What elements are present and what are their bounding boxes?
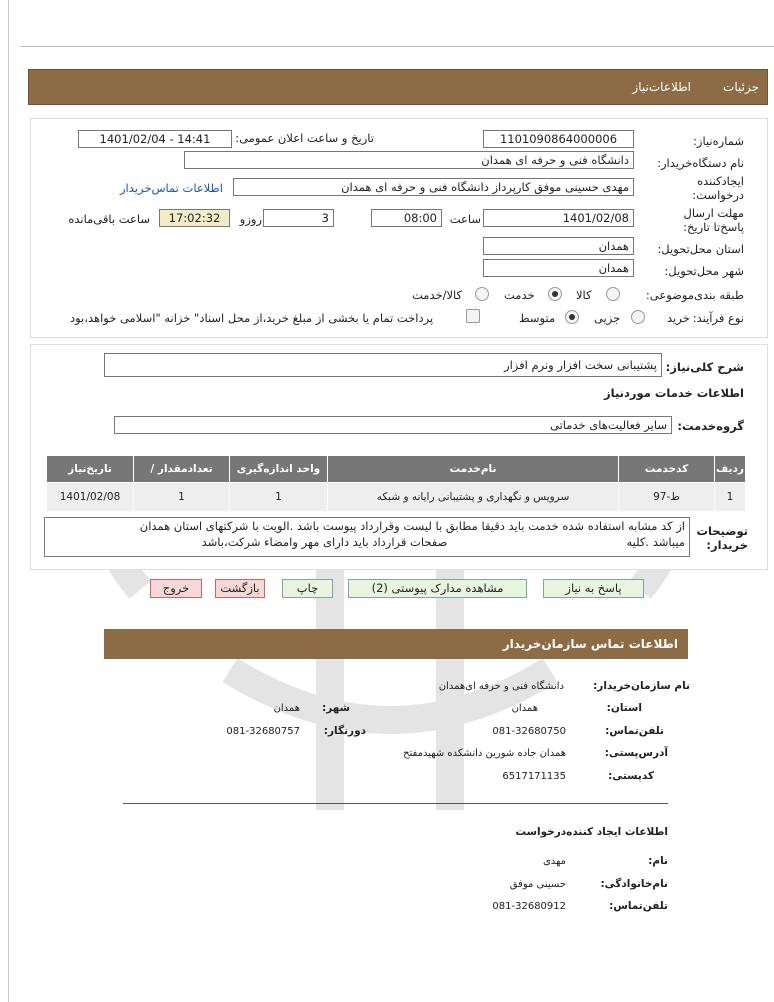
table-header: واحد اندازه‌گیری bbox=[230, 456, 328, 483]
category-option-service: خدمت bbox=[504, 288, 535, 302]
creator-name-label: نام: bbox=[648, 855, 668, 867]
contact-postal-value: 6517171135 bbox=[502, 771, 566, 782]
buyer-label: نام دستگاه‌خریدار: bbox=[657, 156, 744, 170]
tab-details[interactable]: جزئیات bbox=[723, 80, 759, 94]
process-buy-label: خرید bbox=[667, 311, 690, 325]
table-cell: سرویس و نگهداری و پشتیبانی رایانه و شبکه bbox=[328, 483, 619, 512]
back-button[interactable]: بازگشت bbox=[215, 579, 265, 598]
province-label: استان محل‌تحویل: bbox=[657, 242, 744, 256]
creator-family-value: حسینی موفق bbox=[509, 879, 566, 890]
table-cell: 1 bbox=[134, 483, 230, 512]
category-label: طبقه بندی‌موضوعی: bbox=[645, 288, 744, 302]
category-radio-service[interactable] bbox=[548, 287, 562, 301]
contact-org-label: نام سازمان‌خریدار: bbox=[593, 680, 690, 692]
creator-field: مهدی حسینی موفق کارپرداز دانشگاه فنی و حرفه ای همدان bbox=[233, 178, 634, 196]
notes-line-2: میباشد .کلیه صفحات قرارداد باید دارای مهر وامضاء شرکت،باشد bbox=[201, 535, 685, 549]
remaining-label: ساعت باقی‌مانده bbox=[68, 212, 150, 226]
process-option-medium: متوسط bbox=[519, 311, 556, 325]
category-radio-goods-service[interactable] bbox=[475, 287, 489, 301]
notes-label: توضیحات خریدار: bbox=[696, 524, 748, 552]
deadline-label: مهلت ارسال پاسخ‌تا تاریخ: bbox=[683, 206, 744, 234]
group-label: گروه‌خدمت: bbox=[677, 419, 744, 433]
contact-address-value: همدان جاده شورین دانشکده شهیدمفتح bbox=[403, 748, 566, 759]
services-table bbox=[46, 455, 746, 512]
services-heading: اطلاعات خدمات موردنیاز bbox=[604, 386, 744, 400]
creator-name-value: مهدی bbox=[542, 856, 566, 867]
creator-family-label: نام‌خانوادگی: bbox=[600, 878, 668, 890]
category-option-goods: کالا bbox=[576, 288, 592, 302]
table-cell: 1 bbox=[230, 483, 328, 512]
group-field: سایر فعالیت‌های خدماتی bbox=[114, 416, 672, 434]
contact-province-value: همدان bbox=[511, 703, 538, 714]
table-header: ردیف bbox=[715, 456, 746, 483]
process-radio-medium[interactable] bbox=[565, 310, 579, 324]
contact-fax-value: 081-32680757 bbox=[226, 726, 300, 737]
day-label: روزو bbox=[239, 212, 262, 226]
tab-need-info[interactable]: اطلاعات‌نیاز bbox=[632, 80, 691, 94]
creator-phone-value: 081-32680912 bbox=[492, 901, 566, 912]
time-label: ساعت bbox=[449, 212, 481, 226]
description-field: پشتیبانی سخت افزار ونرم افزار bbox=[104, 353, 662, 377]
contact-phone-value: 081-32680750 bbox=[492, 726, 566, 737]
creator-label: ایجادکننده درخواست: bbox=[692, 174, 744, 202]
table-cell: 1 bbox=[715, 483, 746, 512]
page-border-left bbox=[8, 0, 9, 1002]
description-label: شرح کلی‌نیاز: bbox=[665, 360, 744, 374]
buyer-field: دانشگاه فنی و حرفه ای همدان bbox=[184, 151, 634, 169]
contact-org-value: دانشگاه فنی و حرفه ای‌همدان bbox=[438, 681, 564, 692]
city-field: همدان bbox=[483, 259, 634, 277]
contact-heading: اطلاعات تماس سازمان‌خریدار bbox=[502, 637, 678, 651]
notes-field bbox=[44, 517, 690, 557]
contact-divider bbox=[123, 803, 668, 804]
need-number-field: 1101090864000006 bbox=[483, 130, 634, 148]
province-field: همدان bbox=[483, 237, 634, 255]
table-cell: ط-97 bbox=[619, 483, 715, 512]
table-cell: 1401/02/08 bbox=[47, 483, 134, 512]
contact-city-label: شهر: bbox=[322, 702, 350, 714]
creator-heading: اطلاعات ایجاد کننده‌درخواست bbox=[515, 826, 668, 838]
tab-bar bbox=[28, 69, 768, 105]
process-radio-minor[interactable] bbox=[631, 310, 645, 324]
exit-button[interactable]: خروج bbox=[150, 579, 202, 598]
table-header: تاریخ‌نیاز bbox=[47, 456, 134, 483]
city-label: شهر محل‌تحویل: bbox=[664, 264, 744, 278]
contact-address-label: آدرس‌پستی: bbox=[604, 747, 668, 759]
payment-note: پرداخت تمام یا بخشی از مبلغ خرید،از محل اسناد" خزانه "اسلامی خواهد،بود bbox=[70, 311, 434, 325]
deadline-time-field: 08:00 bbox=[371, 209, 442, 227]
top-divider bbox=[20, 46, 774, 47]
table-header: نام‌خدمت bbox=[328, 456, 619, 483]
category-option-goods-service: کالا/خدمت bbox=[412, 288, 463, 302]
table-row bbox=[47, 483, 746, 512]
contact-phone-label: تلفن‌تماس: bbox=[605, 725, 664, 737]
reply-button[interactable]: پاسخ به نیاز bbox=[543, 579, 644, 598]
print-button[interactable]: چاپ bbox=[282, 579, 333, 598]
contact-header bbox=[104, 629, 688, 659]
announce-label: تاریخ و ساعت اعلان عمومی: bbox=[235, 131, 374, 145]
attachments-button[interactable]: مشاهده مدارک پیوستی (2) bbox=[348, 579, 527, 598]
contact-province-label: استان: bbox=[606, 702, 642, 714]
table-header: تعداد‌مقدار / bbox=[134, 456, 230, 483]
need-number-label: شماره‌نیاز: bbox=[693, 134, 744, 148]
remaining-time-field: 17:02:32 bbox=[159, 209, 230, 227]
table-header: کدخدمت bbox=[619, 456, 715, 483]
process-label: نوع فرآیند: bbox=[692, 311, 744, 325]
buyer-contact-link[interactable]: اطلاعات تماس‌خریدار bbox=[120, 181, 223, 195]
creator-phone-label: تلفن‌تماس: bbox=[609, 900, 668, 912]
deadline-date-field: 1401/02/08 bbox=[483, 209, 634, 227]
announce-field: 1401/02/04 - 14:41 bbox=[78, 130, 232, 148]
contact-postal-label: کدپستی: bbox=[608, 770, 654, 782]
payment-checkbox[interactable] bbox=[466, 309, 480, 323]
contact-fax-label: دورنگار: bbox=[323, 725, 366, 737]
days-field: 3 bbox=[263, 209, 334, 227]
category-radio-goods[interactable] bbox=[606, 287, 620, 301]
process-option-minor: جزیی bbox=[594, 311, 621, 325]
contact-city-value: همدان bbox=[273, 703, 300, 714]
notes-line-1: از کد مشابه استفاده شده خدمت باید دقیقا مطابق با لیست وقرارداد پیوست باشد .الویت با شرکتهای استان همدان bbox=[139, 519, 685, 533]
